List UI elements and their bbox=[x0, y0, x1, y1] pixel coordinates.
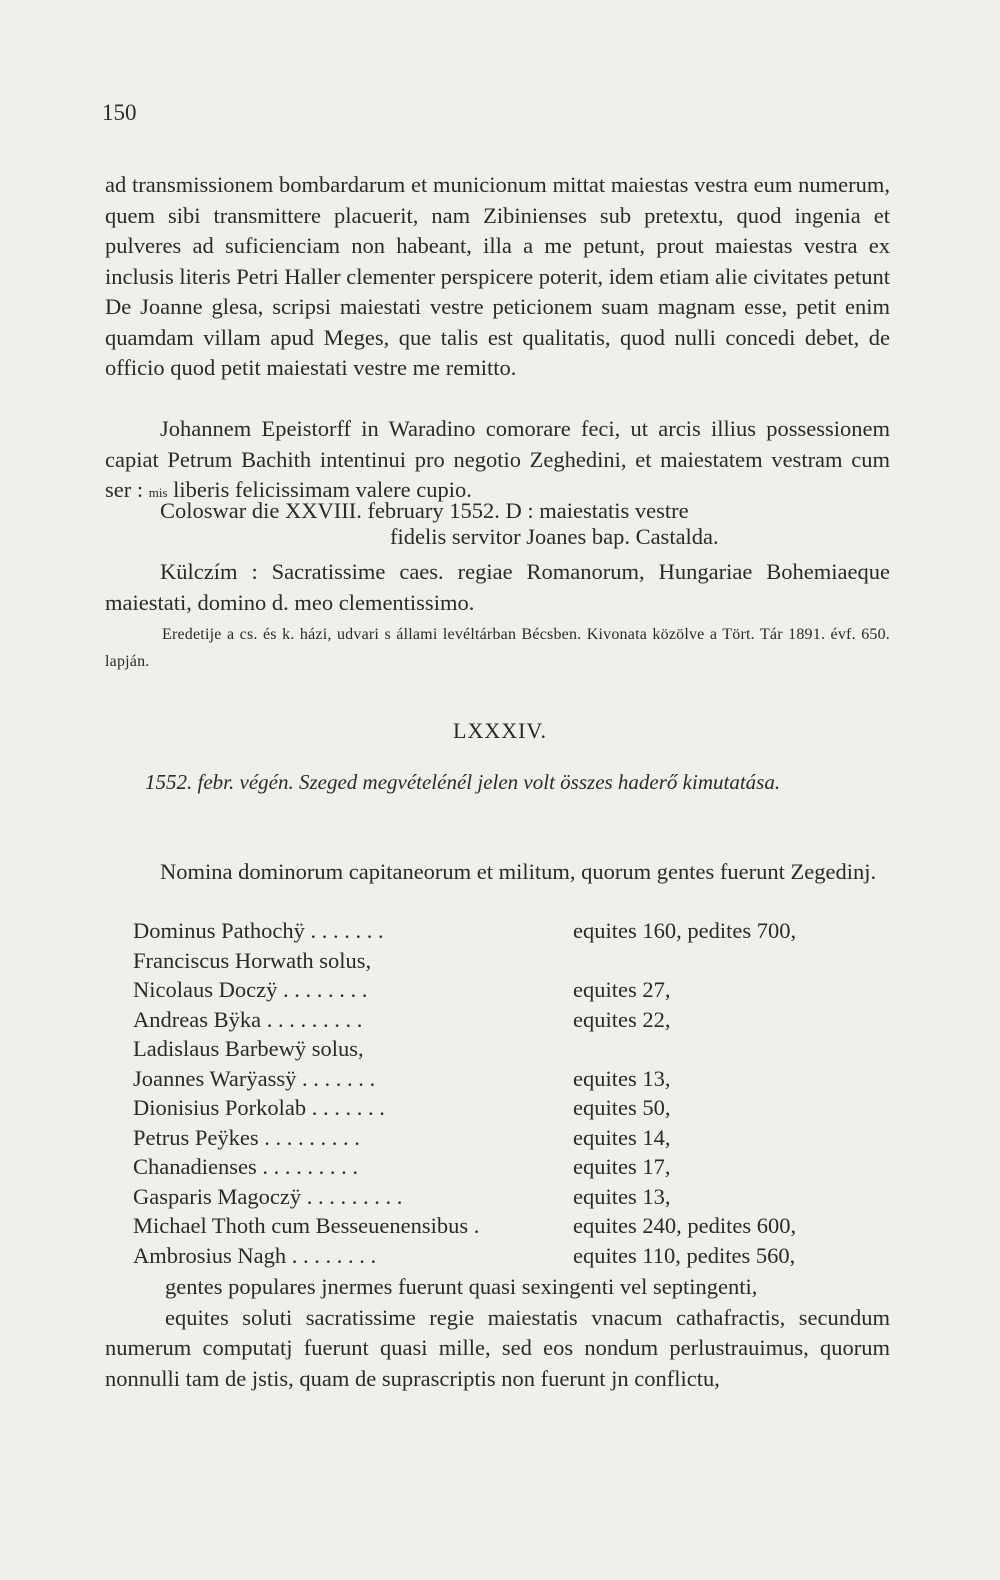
page-number: 150 bbox=[102, 100, 137, 125]
closing-section bbox=[105, 1272, 890, 1394]
signature: fidelis servitor Joanes bap. Castalda. bbox=[390, 524, 719, 549]
roster-value: equites 17, bbox=[573, 1154, 671, 1179]
roster-row bbox=[133, 1182, 893, 1212]
roster-value: equites 50, bbox=[573, 1095, 671, 1120]
roster-value: equites 13, bbox=[573, 1065, 671, 1091]
closing-paragraph-1: gentes populares jnermes fuerunt quasi sexingenti vel septingenti, bbox=[165, 1274, 758, 1299]
section-subtitle-text: 1552. febr. végén. Szeged megvételénél jelen volt összes haderő kimutatása. bbox=[145, 770, 781, 794]
roster-row bbox=[133, 1241, 893, 1271]
paragraph-letter-closing bbox=[105, 414, 890, 509]
roster-value: equites 13, bbox=[573, 1183, 671, 1209]
roster-name: Petrus Peÿkes . . . . . . . . . bbox=[133, 1124, 360, 1150]
roster-leader-dots: . . . . . . . . bbox=[286, 1242, 377, 1268]
roster-value: equites 160, pedites 700, bbox=[573, 918, 797, 943]
roster-value: equites 22, bbox=[573, 1006, 671, 1032]
roster-row bbox=[133, 1005, 893, 1035]
roster-row bbox=[133, 1123, 893, 1153]
roster-name: Andreas Bÿka . . . . . . . . . bbox=[133, 1006, 363, 1032]
roster-name: Gasparis Magoczÿ . . . . . . . . . bbox=[133, 1183, 403, 1209]
paragraph-text-b: liberis felicissimam valere cupio. bbox=[173, 477, 472, 502]
closing-paragraph-2: equites soluti sacratissime regie maiestatis vnacum cathafractis, secundum numerum computatj fuerunt quasi mille, sed eos nondum perlustrauimus, quorum nonnulli tam de jstis, quam de suprascriptis non fuerunt jn conflictu, bbox=[105, 1304, 890, 1391]
roster-name: Nicolaus Doczÿ . . . . . . . . bbox=[133, 977, 368, 1002]
roster-name: Ambrosius Nagh . . . . . . . . bbox=[133, 1242, 377, 1268]
roster-name: Joannes Warÿassÿ . . . . . . . bbox=[133, 1065, 376, 1091]
roster-value: equites 110, pedites 560, bbox=[573, 1242, 796, 1268]
roster-leader-dots: . bbox=[468, 1213, 480, 1238]
roster-name: Michael Thoth cum Besseuenensibus . bbox=[133, 1213, 480, 1238]
roster-name: Franciscus Horwath solus, bbox=[133, 947, 372, 973]
roster-leader-dots: . . . . . . . . bbox=[277, 977, 368, 1002]
roster-row bbox=[133, 1211, 893, 1241]
paragraph-text-a: Johannem Epeistorff in Waradino comorare feci, ut arcis illius possessionem capiat Petrum Bachith intentinui pro negotio Zeghedini, et maiestatem vestram cum ser : bbox=[105, 416, 890, 502]
roster-row bbox=[133, 946, 893, 976]
source-note bbox=[105, 621, 890, 675]
roster-name: Chanadienses . . . . . . . . . bbox=[133, 1154, 358, 1179]
roster-list bbox=[133, 916, 893, 1270]
roster-value: equites 240, pedites 600, bbox=[573, 1213, 797, 1238]
roster-row bbox=[133, 1034, 893, 1064]
roster-row bbox=[133, 1064, 893, 1094]
dateline: Coloswar die XXVIII. february 1552. D : maiestatis vestre bbox=[160, 498, 689, 523]
roster-leader-dots: . . . . . . . . . bbox=[256, 1154, 358, 1179]
paragraph-letter-body: ad transmissionem bombardarum et municionum mittat maiestas vestra eum numerum, quem sibi transmittere placuerit, nam Zibinienses sub pretextu, quod ingenia et pulveres ad suficienciam non habeant, illa a me petunt, prout maiestas vestra ex inclusis literis Petri Haller clementer perspicere poterit, idem etiam alie civitates petunt De Joanne glesa, scripsi maiestati vestre peticionem suam magnam esse, petit enim quamdam villam apud Meges, que talis est qualitatis, quod nulli concedi debet, de officio quod petit maiestati vestre me remitto. bbox=[105, 172, 890, 380]
roster-value: equites 14, bbox=[573, 1124, 671, 1150]
roster-leader-dots: . . . . . . . bbox=[306, 1095, 385, 1120]
roster-row bbox=[133, 1152, 893, 1182]
source-note-text: Eredetije a cs. és k. házi, udvari s állami levéltárban Bécsben. Kivonata közölve a Tört. Tár 1891. évf. 650. lapján. bbox=[105, 626, 890, 670]
roster-name: Dominus Pathochÿ . . . . . . . bbox=[133, 918, 384, 943]
roster-name: Dionisius Porkolab . . . . . . . bbox=[133, 1095, 385, 1120]
section-heading: LXXXIV. bbox=[453, 718, 547, 743]
section-subtitle bbox=[105, 767, 890, 798]
roster-row bbox=[133, 1093, 893, 1123]
roster-leader-dots: . . . . . . . bbox=[296, 1065, 376, 1091]
roster-name: Ladislaus Barbewÿ solus, bbox=[133, 1036, 364, 1061]
roster-row bbox=[133, 975, 893, 1005]
roster-leader-dots: . . . . . . . . . bbox=[261, 1006, 363, 1032]
roster-leader-dots: . . . . . . . bbox=[304, 918, 384, 943]
roster-value: equites 27, bbox=[573, 977, 671, 1002]
roster-leader-dots: . . . . . . . . . bbox=[258, 1124, 360, 1150]
roster-intro: Nomina dominorum capitaneorum et militum, quorum gentes fuerunt Zegedinj. bbox=[160, 859, 877, 884]
roster-leader-dots: . . . . . . . . . bbox=[301, 1183, 403, 1209]
address-line: Külczím : Sacratissime caes. regiae Romanorum, Hungariae Bohemiaeque maiestati, domino d. meo clementissimo. bbox=[105, 559, 890, 615]
roster-row bbox=[133, 916, 893, 946]
superscript-mis: mis bbox=[148, 485, 168, 500]
